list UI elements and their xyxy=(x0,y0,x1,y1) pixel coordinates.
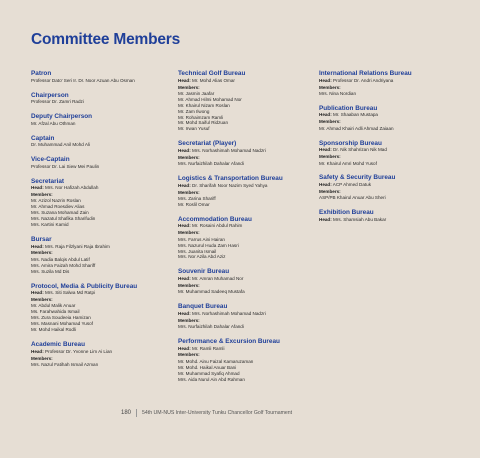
committee-section xyxy=(178,268,323,295)
member-name: Mrs. Masnani Mohamad Yusof xyxy=(31,321,93,327)
member-name: Mrs. Amira Faizah Mohd Shariff xyxy=(31,262,96,268)
head-name: Mr. Rosaini Abdul Rahim xyxy=(192,223,243,229)
head-label: Head: xyxy=(178,310,191,316)
member-name: Mrs. Aida Nurul Ain Abd Rahman xyxy=(178,376,245,382)
section-title: Safety & Security Bureau xyxy=(319,174,396,182)
head-label: Head: xyxy=(31,290,44,296)
member-name: Mr. Rohaimzam Ramli xyxy=(178,114,224,120)
member-name: Mr. Roslil Omar xyxy=(178,201,210,207)
member-name: Mr. Mohd Saiful Ridzuan xyxy=(178,120,229,126)
head-line xyxy=(319,78,469,84)
section-title: Technical Golf Bureau xyxy=(178,70,246,77)
committee-section xyxy=(31,283,181,333)
member-name: Mr. Muhammad Syafiq Ahmad xyxy=(178,370,240,376)
section-title: Bursar xyxy=(31,235,52,243)
members-label: Members: xyxy=(31,250,53,256)
members-label: Members: xyxy=(31,297,53,303)
head-line xyxy=(31,349,181,355)
head-name: ACP Ahmed Datuk xyxy=(332,182,372,188)
member-name: Mr. Azizol Nazrin Roslan xyxy=(31,198,81,204)
person-name: Professor Dato' Seri Ir. Dr. Noor Azuan Abu Osman xyxy=(31,77,135,83)
head-line xyxy=(31,290,181,296)
column-right xyxy=(319,70,469,231)
head-line xyxy=(178,223,323,229)
member-name: Mr. Irwan Yusuf xyxy=(178,126,210,132)
member-name: Mr. Khairul Nizam Roslan xyxy=(178,102,230,108)
head-label: Head: xyxy=(178,275,191,281)
page-title: Committee Members xyxy=(31,31,181,48)
members-label: Members: xyxy=(319,84,341,90)
member-name: Mrs. Nina Nordian xyxy=(319,90,357,96)
footer-divider xyxy=(136,409,137,417)
members-label: Members: xyxy=(178,317,200,323)
head-label: Head: xyxy=(319,147,332,153)
head-line xyxy=(319,217,469,223)
column-left xyxy=(31,70,181,376)
section-title: Captain xyxy=(31,134,55,142)
head-name: Professor Dr. Yvonne Lim Ai Lian xyxy=(45,348,113,354)
section-title: Secretariat xyxy=(31,177,65,185)
person-name: Mr. Afzal Abu Othman xyxy=(31,120,76,126)
person-name: Dr. Muhammad Anil Mohd Ali xyxy=(31,142,90,148)
head-line xyxy=(178,346,323,352)
section-title: Secretariat (Player) xyxy=(178,140,237,148)
head-label: Head: xyxy=(178,147,191,153)
committee-section xyxy=(31,236,181,275)
head-name: Mr. Ramli Ramli xyxy=(192,345,225,351)
footer-text: 54th UM-NUS Inter-University Tunku Chancellor Golf Tournament xyxy=(142,410,293,416)
members-label: Members: xyxy=(31,355,53,361)
head-name: Mr. Amran Muhamad Nor xyxy=(192,275,244,281)
committee-section xyxy=(178,140,323,167)
head-label: Head: xyxy=(178,77,191,83)
member-name: Mr. Zam Ilwong xyxy=(178,108,210,114)
section-title: Performance & Excursion Bureau xyxy=(178,337,280,345)
section-title: Vice-Captain xyxy=(31,156,70,163)
committee-section xyxy=(31,135,181,149)
person-name: Professor Dr. Zamri Radzi xyxy=(31,99,84,105)
member-name: Mrs. Nazul Fatihah Ismail Azman xyxy=(31,361,99,367)
member-name: Mrs. Kartini Kamid xyxy=(31,222,69,228)
members-label: Members: xyxy=(178,154,200,160)
committee-section xyxy=(178,216,323,261)
member-name: Mrs. Nazurul Huda Zam Hasri xyxy=(178,242,239,248)
head-name: Professor Dr. Andri Andriyana xyxy=(333,77,394,83)
head-label: Head: xyxy=(319,182,332,188)
page-footer xyxy=(121,409,292,417)
head-line xyxy=(31,244,181,250)
members-label: Members: xyxy=(319,119,341,125)
section-title: Sponsorship Bureau xyxy=(319,139,382,147)
section-title: Exhibition Bureau xyxy=(319,209,374,217)
member-name: Mrs. Suzila Md Dis xyxy=(31,268,70,274)
member-name: Mr. Mohd Haikal Rodli xyxy=(31,327,76,333)
section-title: Academic Bureau xyxy=(31,341,85,348)
head-line xyxy=(178,148,323,154)
head-label: Head: xyxy=(31,348,44,354)
member-name: Mrs. Farrus Aini Hairan xyxy=(178,236,225,242)
head-label: Head: xyxy=(178,223,191,229)
section-title: Banquet Bureau xyxy=(178,303,228,311)
member-name: Mr. Khairul Amri Mohd Yusof xyxy=(319,160,377,166)
member-name: Mr. Ahmad Roesdiev Alias xyxy=(31,204,85,210)
member-name: Mrs. Nadia Balqis Abdul Latif xyxy=(31,256,90,262)
members-label: Members: xyxy=(178,230,200,236)
section-title: Accommodation Bureau xyxy=(178,215,252,223)
section-title: Logistics & Transportation Bureau xyxy=(178,175,283,183)
committee-section xyxy=(31,70,181,84)
members-label: Members: xyxy=(31,192,53,197)
member-name: Mrs. Nor Azila Abd Aziz xyxy=(178,254,226,260)
head-label: Head: xyxy=(319,77,332,83)
head-name: Mr. Mohd Alias Omar xyxy=(192,77,235,83)
member-name: Mr. Ahmad Khairi Adli Ahmad Zaiaan xyxy=(319,125,394,131)
head-label: Head: xyxy=(31,243,44,249)
committee-section xyxy=(319,105,469,132)
head-line xyxy=(178,311,323,317)
committee-section xyxy=(178,303,323,330)
member-name: Mr. Mohd. Ainu Faizal Kamaruzaman xyxy=(178,358,254,364)
head-name: Mrs. Norhashimah Mohamad Nadzri xyxy=(192,310,266,316)
head-line xyxy=(178,276,323,282)
member-name: Mrs. Juanita Ismail xyxy=(178,248,217,254)
section-title: Patron xyxy=(31,70,52,77)
member-name: Mrs. Zura Soudeeia Hamizan xyxy=(31,315,91,321)
head-name: Mrs. Siti Salwa Md Ratpi xyxy=(45,290,96,296)
head-label: Head: xyxy=(31,185,44,191)
head-line xyxy=(319,112,469,118)
committee-section xyxy=(319,140,469,167)
committee-section xyxy=(31,92,181,106)
member-name: Mr. Mohd. Haikal Anuar Bani xyxy=(178,364,237,370)
member-name: Mr. Muhammad Sadeeq Mustafa xyxy=(178,289,245,295)
head-name: Mrs. Shamsiah Abu Bakar xyxy=(333,216,387,222)
member-name: Mr. Ahmad Hilmi Mohamad Nor xyxy=(178,96,242,102)
head-name: Mrs. Raja Filzlyani Raja Ibrahim xyxy=(45,243,110,249)
page-number: 180 xyxy=(121,410,132,416)
section-title: Protocol, Media & Publicity Bureau xyxy=(31,282,138,290)
section-title: Souvenir Bureau xyxy=(178,268,230,276)
head-name: Mrs. Norhashimah Mohamad Nadzri xyxy=(192,147,266,153)
committee-section xyxy=(178,70,323,132)
member-name: Mrs. Nurfaizhilah Dahalar Afandi xyxy=(178,161,244,167)
head-name: Mrs. Nor Hafizah Abdullah xyxy=(45,185,99,191)
head-name: Dr. Nik Shahrizan Nik Mad xyxy=(333,147,387,153)
members-label: Members: xyxy=(178,84,200,90)
head-label: Head: xyxy=(319,216,332,222)
head-name: Mr. Shaaban Mustapa xyxy=(333,112,378,118)
member-name: Mrs. Nurfaizhilah Dahalar Afandi xyxy=(178,324,244,330)
members-label: Members: xyxy=(178,282,200,288)
committee-section xyxy=(31,156,181,170)
member-name: Mr. Jasmin Jaafar xyxy=(178,90,215,96)
head-line xyxy=(319,182,469,188)
head-line xyxy=(178,183,323,189)
members-label: Members: xyxy=(178,189,200,195)
section-title: Chairperson xyxy=(31,91,69,99)
column-middle xyxy=(178,70,323,390)
member-name: ASP/PB Khairul Anuar Abu Sheri xyxy=(319,195,386,201)
member-name: Mrs. Suzana Mohamad Zain xyxy=(31,210,89,216)
member-name: Ms. Farahwahida Ismail xyxy=(31,309,80,315)
committee-section xyxy=(31,341,181,368)
head-line xyxy=(319,147,469,153)
committee-section xyxy=(31,113,181,127)
head-line xyxy=(31,185,181,191)
committee-section xyxy=(178,175,323,208)
section-title: Deputy Chairperson xyxy=(31,113,93,120)
section-title: International Relations Bureau xyxy=(319,70,412,77)
section-title: Publication Bureau xyxy=(319,104,378,112)
member-name: Mrs. Nazatul Shafika Sharifudin xyxy=(31,216,96,222)
committee-section xyxy=(319,70,469,97)
head-name: Dr. Sharifah Noor Nazim Syed Yahya xyxy=(192,182,268,188)
committee-section xyxy=(319,174,469,201)
members-label: Members: xyxy=(319,154,341,160)
person-name: Professor Dr. Lai Siew Mei Paulin xyxy=(31,163,100,169)
members-label: Members: xyxy=(319,188,341,194)
members-label: Members: xyxy=(178,352,200,358)
head-label: Head: xyxy=(178,182,191,188)
committee-section xyxy=(319,209,469,223)
member-name: Mr. Abdul Malik Anuar xyxy=(31,303,76,309)
head-label: Head: xyxy=(319,112,332,118)
head-line xyxy=(178,78,323,84)
committee-section xyxy=(31,178,181,228)
head-label: Head: xyxy=(178,345,191,351)
member-name: Mrs. Zarina Shariff xyxy=(178,195,216,201)
committee-section xyxy=(178,338,323,383)
